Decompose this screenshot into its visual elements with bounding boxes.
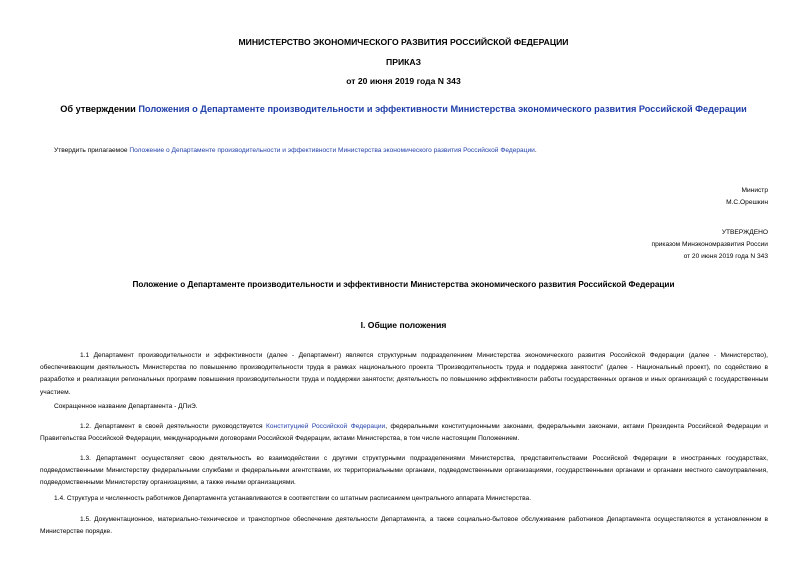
doc-title-prefix: Об утверждении: [60, 104, 139, 114]
paragraph-1-2: [40, 421, 768, 445]
section-title: I. Общие положения: [360, 320, 447, 330]
regulation-title: Положение о Департаменте производительности и эффективности Министерства экономического развития Российской Федерации: [132, 280, 675, 289]
paragraph-1-1: 1.1 Департамент производительности и эффективности (далее - Департамент) является структурным подразделением Министерства экономического развития Российской Федерации (далее - Министерство), обеспечивающим деятельность Министерства по повышению производительности труда в рамках национального проекта "Производительность труда и поддержка занятости" (далее - Национальный проект), по содействию в разработке и реализации региональных программ повышения производительности труда и поддержки занятости; деятельность по повышению эффективности работы государственных органов и иных организаций с государственным участием.: [40, 352, 768, 396]
approved-word: УТВЕРЖДЕНО: [721, 229, 768, 236]
signature-position: Министр: [741, 187, 768, 194]
approve-line: [54, 145, 774, 157]
approve-suffix: .: [534, 147, 537, 154]
p1-2-prefix: 1.2. Департамент в своей деятельности руководствуется: [80, 423, 267, 430]
p1-2-suffix: , федеральными конституционными законами, федеральными законами, актами Президента Российской Федерации и Правительства Российской Федерации, международными договорами Российской Федерации, актами Министерства, в том числе настоящим Положением.: [40, 423, 768, 443]
approved-by-order: приказом Минэкономразвития России: [651, 241, 768, 248]
doc-date-heading: от 20 июня 2019 года N 343: [346, 76, 461, 86]
signature-name: М.С.Орешкин: [726, 199, 768, 206]
paragraph-1-4: 1.4. Структура и численность работников Департамента устанавливаются в соответствии со штатным расписанием центрального аппарата Министерства.: [54, 495, 532, 502]
approve-regulation-link[interactable]: Положение о Департаменте производительности и эффективности Министерства экономического развития Российской Федерации: [129, 147, 535, 154]
doc-title-link[interactable]: Положения о Департаменте производительности и эффективности Министерства экономического развития Российской Федерации: [138, 104, 747, 114]
paragraph-short-name: Сокращенное название Департамента - ДПиЭ.: [54, 403, 198, 410]
approved-date: от 20 июня 2019 года N 343: [683, 253, 768, 260]
doc-title: [0, 104, 807, 114]
paragraph-1-3: 1.3. Департамент осуществляет свою деятельность во взаимодействии с другими структурными подразделениями Министерства, представительствами Российской Федерации в иностранных государствах, подведомственными Министерству федеральными службами и федеральными агентствами, их территориальными органами, подведомственными организациями, государственными органами и органами местного самоуправления, подведомственными Министерству организациями, а также иными организациями.: [40, 455, 768, 487]
ministry-heading: МИНИСТЕРСТВО ЭКОНОМИЧЕСКОГО РАЗВИТИЯ РОССИЙСКОЙ ФЕДЕРАЦИИ: [238, 37, 569, 47]
paragraph-1-5: 1.5. Документационное, материально-техническое и транспортное обеспечение деятельности Департамента, а также социально-бытовое обслуживание работников Департамента осуществляются в установленном в Министерстве порядке.: [40, 516, 768, 536]
doc-type-heading: ПРИКАЗ: [386, 57, 421, 67]
approve-prefix: Утвердить прилагаемое: [54, 147, 130, 154]
constitution-link[interactable]: Конституцией Российской Федерации: [266, 423, 386, 430]
